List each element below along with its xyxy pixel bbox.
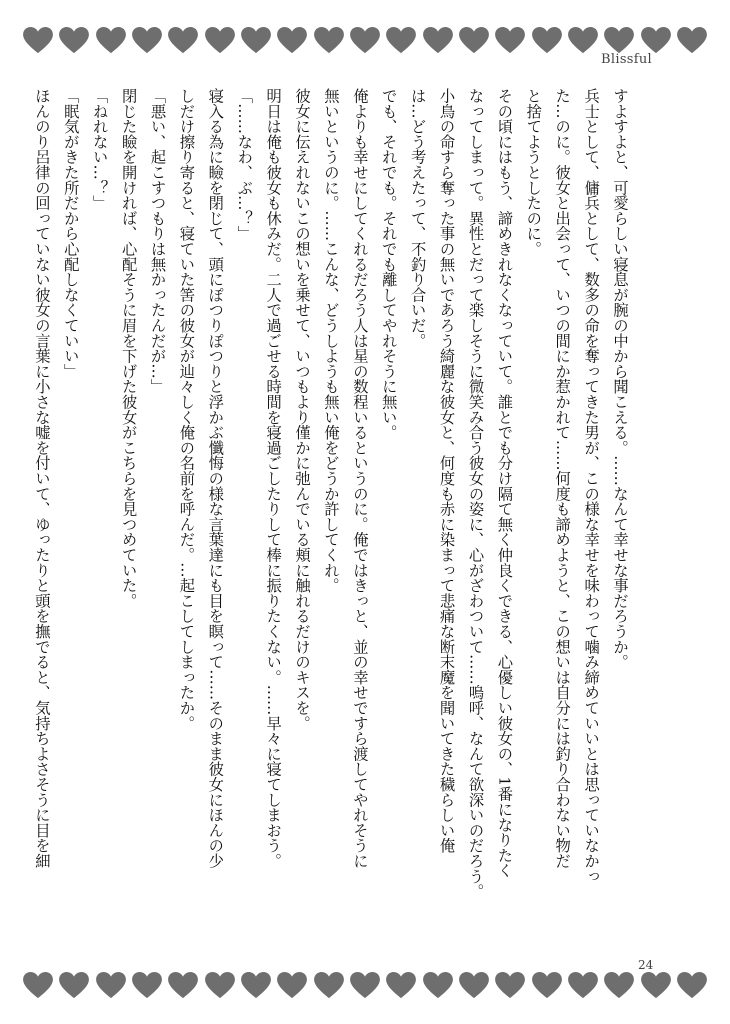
text-line: 「眠気がきた所だから心配しなくていい」 [61,88,80,379]
heart-icon [314,972,344,999]
text-line: 彼女に伝えれないこの想いを乗せて、いつもより僅かに弛んでいる頬に触れるだけのキスを。 [293,88,312,731]
heart-icon [205,27,235,54]
heart-icon [96,27,126,54]
heart-icon [423,27,453,54]
text-line: 「ねれない…？」 [90,88,109,211]
text-line: でも、それでも。それでも離してやれそうに無い。 [379,88,398,440]
heart-icon [677,972,707,999]
heart-icon [350,972,380,999]
heart-icon [241,972,271,999]
heart-icon [459,27,489,54]
heart-icon [423,972,453,999]
text-line: すよすよと、可愛らしい寝息が腕の中から聞こえる。……なんて幸せな事だろうか。 [611,88,629,670]
heart-icon [604,27,634,54]
heart-icon [277,972,307,999]
heart-icon [23,27,53,54]
text-line: 兵士として、傭兵として、数多の命を奪ってきた男が、この様な幸せを味わって噛み締めていいとは思っていなかっ [582,88,601,884]
text-line: は…どう考えたって、不釣り合いだ。 [408,88,427,349]
heart-icon [59,27,89,54]
heart-icon [604,972,634,999]
top-heart-border [23,25,707,55]
heart-icon [677,27,707,54]
book-title: Blissful [601,52,652,67]
heart-icon [641,972,671,999]
heart-icon [495,972,525,999]
text-line: 「悪い、起こすつもりは無かったんだが…」 [148,88,167,394]
text-line: なってしまって。異性とだって楽しそうに微笑み合う彼女の姿に、心がざわついて……嗚呼、なんて欲深いのだろう。 [466,88,485,899]
text-line: 明日は俺も彼女も休みだ。二人で過ごせる時間を寝過ごしたりして棒に振りたくない。……早々に寝てしまおう。 [264,88,283,869]
heart-icon [386,972,416,999]
text-line: ほんのり呂律の回っていない彼女の言葉に小さな嘘を付いて、ゆったりと頭を撫でると、気持ちよさそうに目を細 [32,88,51,869]
text-line: 閉じた瞼を開ければ、心配そうに眉を下げた彼女がこちらを見つめていた。 [119,88,138,609]
heart-icon [132,972,162,999]
page-number: 24 [638,958,654,972]
text-line: その頃にはもう、諦めきれなくなっていて。誰とでも分け隔て無く仲良くできる、心優しい彼女の、1番になりたく [495,88,514,879]
heart-icon [532,972,562,999]
text-line: と捨てようとしたのに。 [524,88,543,257]
heart-icon [495,27,525,54]
heart-icon [132,27,162,54]
heart-icon [23,972,53,999]
text-line: 寝入る為に瞼を閉じて、頭にぽつりぽつりと浮かぶ懺悔の様な言葉達にも目を瞑って……そのまま彼女にほんの少 [206,88,225,869]
heart-icon [459,972,489,999]
text-line: しだけ擦り寄ると、寝ていた筈の彼女が辿々しく俺の名前を呼んだ。…起こしてしまったか。 [177,88,196,731]
heart-icon [168,972,198,999]
heart-icon [568,972,598,999]
heart-icon [277,27,307,54]
heart-icon [59,972,89,999]
bottom-heart-border [23,970,707,1000]
text-line: 俺よりも幸せにしてくれるだろう人は星の数程いるというのに。俺ではきっと、並の幸せですら渡してやれそうに [350,88,369,869]
text-line: 小鳥の命すら奪った事の無いであろう綺麗な彼女と、何度も赤に染まって悲痛な断末魔を聞いてきた穢らしい俺 [437,88,456,853]
novel-body-text [32,88,634,948]
heart-icon [205,972,235,999]
heart-icon [532,27,562,54]
heart-icon [641,27,671,54]
text-line: た…のに。彼女と出会って、いつの間にか惹かれて……何度も諦めようと、この想いは自分には釣り合わない物だ [553,88,572,869]
heart-icon [96,972,126,999]
text-line: 無いというのに。……こんな、どうしようも無い俺をどうか許してくれ。 [321,88,340,593]
heart-icon [350,27,380,54]
heart-icon [241,27,271,54]
heart-icon [168,27,198,54]
heart-icon [314,27,344,54]
heart-icon [568,27,598,54]
heart-icon [386,27,416,54]
text-line: 「……なわ、ぶ…？」 [235,88,254,241]
